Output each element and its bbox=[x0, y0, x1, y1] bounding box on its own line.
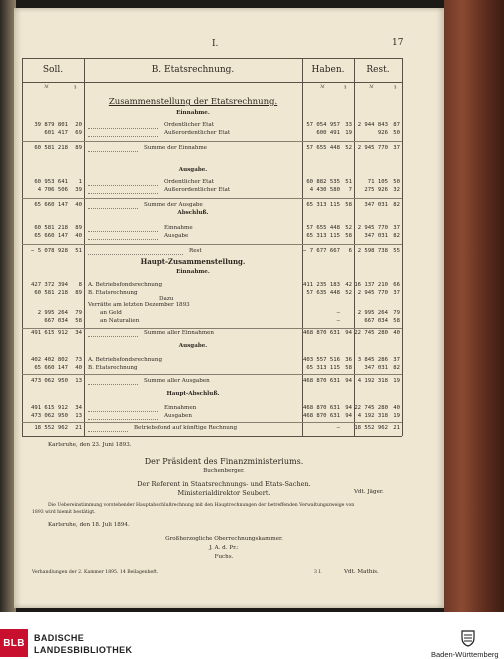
rest-pfennig: 21 bbox=[393, 425, 400, 431]
col-header-section: B. Etatsrechnung. bbox=[151, 65, 235, 75]
leader-dots bbox=[88, 128, 158, 129]
row-label: B. Etatsrechnung bbox=[88, 365, 138, 371]
dazu-label: Dazu bbox=[159, 296, 174, 302]
soll-amount: 65 660 147 bbox=[34, 233, 68, 239]
haben-pfennig: 36 bbox=[345, 357, 352, 363]
rest-pfennig: 82 bbox=[393, 233, 400, 239]
rest-amount: 4 192 318 bbox=[357, 378, 388, 384]
haben-amount: 411 235 183 bbox=[302, 282, 340, 288]
rest-amount: 71 105 bbox=[367, 179, 388, 185]
soll-amount: 65 660 147 bbox=[34, 365, 68, 371]
confirmation-text-2: 1893 wird hiemit bestätigt. bbox=[32, 510, 96, 515]
rest-amount: 2 598 738 bbox=[357, 248, 388, 254]
soll-pfennig: 69 bbox=[75, 130, 82, 136]
rest-pfennig: 37 bbox=[393, 357, 400, 363]
rest-amount: 275 926 bbox=[364, 187, 388, 193]
leader-dots bbox=[88, 151, 138, 152]
rest-pfennig: 37 bbox=[393, 145, 400, 151]
subheading: Haupt-Abschluß. bbox=[166, 391, 220, 397]
haben-pfennig: 58 bbox=[345, 233, 352, 239]
rest-pfennig: 40 bbox=[393, 330, 400, 336]
coat-of-arms-icon bbox=[458, 628, 478, 648]
soll-pfennig: 89 bbox=[75, 145, 82, 151]
haben-amount: 468 870 631 bbox=[302, 405, 340, 411]
col-header-haben: Haben. bbox=[311, 65, 345, 75]
rest-pfennig: 66 bbox=[393, 282, 400, 288]
rest-amount: 347 031 bbox=[364, 202, 388, 208]
soll-amount: − 5 078 928 bbox=[30, 248, 68, 254]
row-label: an Naturalien bbox=[100, 318, 140, 324]
leader-dots bbox=[88, 254, 183, 255]
confirmation-text: Die Uebereinstimmung vorstehender Hauptabschlußrechnung mit den Hauptrechnungen der betreffenden Verwaltungszweige von bbox=[48, 503, 355, 508]
vdt-signature: Vdt. Jäger. bbox=[354, 489, 384, 495]
row-label: Rest bbox=[189, 248, 202, 254]
soll-amount: 402 402 802 bbox=[30, 357, 68, 363]
soll-amount: 60 581 218 bbox=[34, 290, 68, 296]
rest-amount: 2 945 770 bbox=[357, 225, 388, 231]
place-date: Karlsruhe, den 23. Juni 1893. bbox=[48, 442, 132, 448]
haben-pfennig: 94 bbox=[345, 378, 352, 384]
soll-pfennig: 34 bbox=[75, 330, 82, 336]
rest-amount: 667 034 bbox=[364, 318, 388, 324]
section-title: Haupt-Zusammenstellung. bbox=[140, 257, 246, 266]
haben-amount: — bbox=[336, 310, 340, 316]
row-label: Ausgaben bbox=[164, 413, 192, 419]
document-page bbox=[14, 8, 444, 608]
soll-amount: 491 615 912 bbox=[30, 405, 68, 411]
row-label: B. Etatsrechnung bbox=[88, 290, 138, 296]
leader-dots bbox=[88, 431, 128, 432]
soll-pfennig: 40 bbox=[75, 365, 82, 371]
leader-dots bbox=[88, 231, 158, 232]
haben-amount: — bbox=[336, 425, 340, 431]
soll-pfennig: 51 bbox=[75, 248, 82, 254]
blb-logo-text: BLB bbox=[3, 637, 25, 649]
leader-dots bbox=[88, 336, 138, 337]
soll-pfennig: 20 bbox=[75, 122, 82, 128]
vdt-signature: Vdt. Mathis. bbox=[344, 569, 379, 575]
rest-amount: 3 845 286 bbox=[357, 357, 388, 363]
soll-pfennig: 89 bbox=[75, 290, 82, 296]
row-label: Ausgabe bbox=[164, 233, 189, 239]
haben-amount: 65 313 115 bbox=[306, 202, 340, 208]
row-label: Betriebsfond auf künftige Rechnung bbox=[134, 425, 238, 431]
haben-pfennig: 19 bbox=[345, 130, 352, 136]
soll-amount: 667 034 bbox=[44, 318, 68, 324]
rest-pfennig: 87 bbox=[393, 122, 400, 128]
unit-mark-haben: ℳ bbox=[320, 85, 325, 90]
col-header-rest: Rest. bbox=[366, 65, 390, 75]
haben-amount: 600 491 bbox=[316, 130, 340, 136]
rest-pfennig: 19 bbox=[393, 413, 400, 419]
sum-rule bbox=[22, 244, 402, 245]
row-label: A. Betriebsfondsrechnung bbox=[88, 282, 163, 288]
sum-rule bbox=[22, 374, 402, 375]
soll-amount: 601 417 bbox=[44, 130, 68, 136]
court-name: Großherzogliche Oberrechnungskammer. bbox=[165, 536, 283, 542]
haben-amount: − 7 677 667 bbox=[302, 248, 340, 254]
leader-dots bbox=[88, 239, 158, 240]
haben-pfennig: 7 bbox=[348, 187, 352, 193]
leader-dots bbox=[88, 411, 158, 412]
rest-pfennig: 32 bbox=[393, 187, 400, 193]
page-footer-mark: 3 I. bbox=[314, 570, 322, 575]
haben-pfennig: 51 bbox=[345, 179, 352, 185]
row-label: Summe der Einnahme bbox=[144, 145, 208, 151]
referent-name: Ministerialdirektor Seubert. bbox=[177, 489, 271, 497]
soll-pfennig: 40 bbox=[75, 202, 82, 208]
subheading: Ausgabe. bbox=[178, 343, 208, 349]
soll-pfennig: 79 bbox=[75, 310, 82, 316]
soll-pfennig: 34 bbox=[75, 405, 82, 411]
haben-amount: 65 313 115 bbox=[306, 365, 340, 371]
haben-pfennig: 94 bbox=[345, 405, 352, 411]
sub-mark-haben: ȝ bbox=[344, 85, 347, 90]
soll-pfennig: 13 bbox=[75, 413, 82, 419]
leader-dots bbox=[88, 185, 158, 186]
rest-pfennig: 50 bbox=[393, 179, 400, 185]
haben-pfennig: 58 bbox=[345, 365, 352, 371]
leader-dots bbox=[88, 208, 138, 209]
row-label: Summe aller Ausgaben bbox=[144, 378, 210, 384]
rest-pfennig: 37 bbox=[393, 225, 400, 231]
row-label: an Geld bbox=[100, 310, 122, 316]
sub-mark-rest: ȝ bbox=[394, 85, 397, 90]
sum-rule bbox=[22, 328, 402, 329]
page-footer-note: Verhandlungen der 2. Kammer 1895. 14 Beilagenheft. bbox=[32, 570, 159, 575]
rest-amount: 926 bbox=[377, 130, 388, 136]
blb-logo bbox=[0, 629, 28, 657]
soll-amount: 427 372 394 bbox=[30, 282, 68, 288]
rest-amount: 2 995 264 bbox=[357, 310, 388, 316]
soll-pfennig: 40 bbox=[75, 233, 82, 239]
soll-pfennig: 73 bbox=[75, 357, 82, 363]
president-title: Der Präsident des Finanzministeriums. bbox=[144, 457, 304, 466]
rest-amount: 22 745 280 bbox=[354, 330, 388, 336]
rest-pfennig: 58 bbox=[393, 318, 400, 324]
haben-pfennig: 94 bbox=[345, 330, 352, 336]
soll-pfennig: 8 bbox=[78, 282, 82, 288]
haben-amount: 468 870 631 bbox=[302, 378, 340, 384]
verweis-label: Verrätte am letzten Dezember 1893 bbox=[88, 302, 190, 308]
haben-pfennig: 94 bbox=[345, 413, 352, 419]
rest-amount: 18 552 962 bbox=[354, 425, 388, 431]
soll-amount: 65 660 147 bbox=[34, 202, 68, 208]
col-header-soll: Soll. bbox=[42, 65, 64, 75]
leader-dots bbox=[88, 193, 158, 194]
haben-pfennig: 6 bbox=[348, 248, 352, 254]
soll-pfennig: 21 bbox=[75, 425, 82, 431]
haben-pfennig: 33 bbox=[345, 122, 352, 128]
rest-pfennig: 37 bbox=[393, 290, 400, 296]
haben-pfennig: 52 bbox=[345, 145, 352, 151]
row-label: A. Betriebsfondsrechnung bbox=[88, 357, 163, 363]
soll-amount: 60 581 218 bbox=[34, 145, 68, 151]
row-label: Summe aller Einnahmen bbox=[144, 330, 215, 336]
haben-amount: 57 655 448 bbox=[306, 225, 340, 231]
rest-pfennig: 79 bbox=[393, 310, 400, 316]
state-name: Baden-Württemberg bbox=[431, 650, 499, 659]
rest-pfennig: 50 bbox=[393, 130, 400, 136]
soll-amount: 18 552 962 bbox=[34, 425, 68, 431]
sum-rule bbox=[22, 141, 402, 142]
soll-pfennig: 89 bbox=[75, 225, 82, 231]
rest-amount: 4 192 318 bbox=[357, 413, 388, 419]
president-name: Buchenberger. bbox=[203, 468, 245, 474]
haben-amount: 60 882 535 bbox=[306, 179, 340, 185]
referent-line: Der Referent in Staatsrechnungs- und Etats-Sachen. bbox=[137, 480, 311, 488]
rest-amount: 347 031 bbox=[364, 233, 388, 239]
haben-amount: 4 430 580 bbox=[309, 187, 340, 193]
library-name-line1: BADISCHE bbox=[34, 633, 85, 643]
unit-mark-rest: ℳ bbox=[369, 85, 374, 90]
subheading: Einnahme. bbox=[176, 269, 210, 275]
row-label: Außerordentlicher Etat bbox=[164, 187, 231, 193]
table-right-rule bbox=[402, 58, 403, 436]
soll-amount: 491 615 912 bbox=[30, 330, 68, 336]
haben-pfennig: 58 bbox=[345, 202, 352, 208]
soll-pfennig: 1 bbox=[78, 179, 82, 185]
soll-pfennig: 13 bbox=[75, 378, 82, 384]
subheading: Ausgabe. bbox=[178, 167, 208, 173]
soll-amount: 39 879 801 bbox=[34, 122, 68, 128]
sub-mark-soll: ȝ bbox=[74, 85, 77, 90]
table-top-rule bbox=[22, 58, 402, 59]
subheading: Einnahme. bbox=[176, 110, 210, 116]
soll-amount: 4 706 506 bbox=[37, 187, 68, 193]
haben-amount: 403 557 516 bbox=[302, 357, 340, 363]
table-header-rule bbox=[22, 82, 402, 83]
library-footer bbox=[0, 612, 504, 659]
rest-amount: 22 745 280 bbox=[354, 405, 388, 411]
unit-mark-soll: ℳ bbox=[44, 85, 49, 90]
soll-amount: 473 062 950 bbox=[30, 378, 68, 384]
court-abbrev: J. A. d. Pr.: bbox=[209, 545, 239, 551]
row-label: Außerordentlicher Etat bbox=[164, 130, 231, 136]
row-label: Ordentlicher Etat bbox=[164, 179, 214, 185]
page-number: 17 bbox=[392, 38, 404, 48]
soll-pfennig: 58 bbox=[75, 318, 82, 324]
rest-pfennig: 19 bbox=[393, 378, 400, 384]
table-bottom-rule bbox=[22, 436, 402, 437]
leader-dots bbox=[88, 136, 158, 137]
section-roman: I. bbox=[212, 39, 219, 49]
sum-rule bbox=[22, 198, 402, 199]
rest-amount: 2 944 843 bbox=[357, 122, 388, 128]
place-date: Karlsruhe, den 18. Juli 1894. bbox=[48, 522, 130, 528]
row-label: Ordentlicher Etat bbox=[164, 122, 214, 128]
haben-pfennig: 52 bbox=[345, 225, 352, 231]
haben-amount: 65 313 115 bbox=[306, 233, 340, 239]
soll-amount: 60 953 641 bbox=[34, 179, 68, 185]
haben-amount: 57 054 957 bbox=[306, 122, 340, 128]
rest-amount: 347 031 bbox=[364, 365, 388, 371]
haben-amount: — bbox=[336, 318, 340, 324]
library-name-line2: LANDESBIBLIOTHEK bbox=[34, 645, 133, 655]
leader-dots bbox=[88, 384, 138, 385]
section-title: Zusammenstellung der Etatsrechnung. bbox=[108, 97, 278, 107]
rest-pfennig: 55 bbox=[393, 248, 400, 254]
haben-amount: 468 870 631 bbox=[302, 330, 340, 336]
court-signature: Fuchs. bbox=[214, 554, 234, 560]
haben-amount: 468 870 631 bbox=[302, 413, 340, 419]
soll-amount: 2 995 264 bbox=[37, 310, 68, 316]
rest-amount: 2 945 770 bbox=[357, 145, 388, 151]
rest-pfennig: 82 bbox=[393, 202, 400, 208]
row-label: Einnahmen bbox=[164, 405, 197, 411]
rest-amount: 16 137 210 bbox=[354, 282, 388, 288]
soll-amount: 60 581 218 bbox=[34, 225, 68, 231]
haben-pfennig: 42 bbox=[345, 282, 352, 288]
rest-pfennig: 40 bbox=[393, 405, 400, 411]
subheading: Abschluß. bbox=[177, 210, 209, 216]
leader-dots bbox=[88, 419, 158, 420]
haben-amount: 57 655 448 bbox=[306, 145, 340, 151]
soll-pfennig: 39 bbox=[75, 187, 82, 193]
sum-rule bbox=[22, 422, 402, 423]
soll-amount: 473 062 950 bbox=[30, 413, 68, 419]
rest-pfennig: 82 bbox=[393, 365, 400, 371]
rest-amount: 2 945 770 bbox=[357, 290, 388, 296]
row-label: Einnahme bbox=[164, 225, 193, 231]
haben-amount: 57 635 448 bbox=[306, 290, 340, 296]
row-label: Summe der Ausgabe bbox=[144, 202, 203, 208]
haben-pfennig: 52 bbox=[345, 290, 352, 296]
book-binding bbox=[444, 0, 504, 612]
